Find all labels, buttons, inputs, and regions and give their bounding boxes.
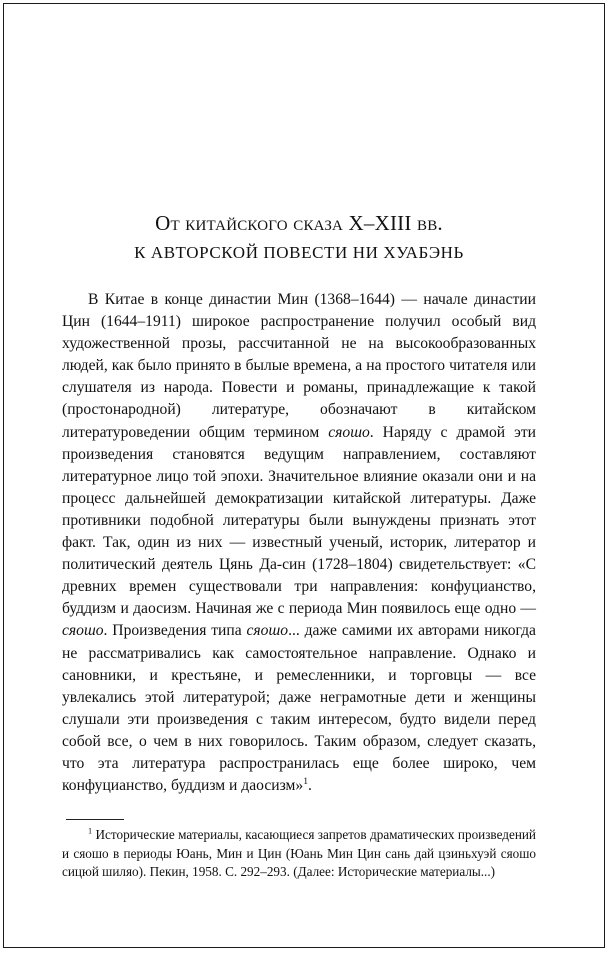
body-paragraph bbox=[62, 289, 536, 797]
footnote-marker: 1 bbox=[88, 826, 93, 836]
body-text-part-4: ... даже самими их авторами никогда не рассматривались как самостоятельное направление. Однако и сановники, и крестьяне, и ремесленники, и торговцы — все увлекались этой литературой; даже неграмотные дети и женщины слушали эти произведения с таким интересом, будто видели перед собой все, о чем в них говорилось. Таким образом, следует сказать, что эта литература распространилась еще более широко, чем конфуцианство, буддизм и даосизм» bbox=[62, 622, 536, 795]
chapter-title-line-1: От китайского сказа X–XIII вв. bbox=[155, 211, 443, 235]
footnote-text: Исторические материалы, касающиеся запретов драматических произведений и сяошо в периоды Юань, Мин и Цин (Юань Мин Цин сань дай цзиньхуэй сяошо сицюй шиляо). Пекин, 1958. С. 292–293. (Далее: Исторические материалы...) bbox=[62, 827, 536, 879]
italic-term: сяошо bbox=[62, 622, 104, 640]
footnote-reference: 1 bbox=[303, 775, 309, 787]
chapter-title bbox=[62, 210, 536, 266]
footnote bbox=[62, 826, 536, 881]
body-text-part-3: . Произведения типа bbox=[103, 622, 247, 640]
page-content bbox=[62, 210, 536, 881]
italic-term: сяошо bbox=[246, 622, 289, 640]
chapter-title-line-2: К АВТОРСКОЙ ПОВЕСТИ НИ ХУАБЭНЬ bbox=[134, 243, 464, 262]
body-text-part-5: . bbox=[308, 777, 312, 795]
body-text-part-2: . Наряду с драмой эти произведения становятся ведущим направлением, составляют литературное лицо той эпохи. Значительное влияние оказали они и на процесс дальнейшей демократизации китайской литературы. Даже противники подобной литературы были вынуждены признать этот факт. Так, один из них — известный ученый, историк, литератор и политический деятель Цянь Да-син (1728–1804) свидетельствует: «С древних времен существовали три направления: конфуцианство, буддизм и даосизм. Начиная же с периода Мин появилось еще одно — bbox=[62, 423, 536, 618]
body-text-part-1: В Китае в конце династии Мин (1368–1644) — начале династии Цин (1644–1911) широкое распространение получил особый вид художественной прозы, рассчитанной не на высокообразованных людей, как было принято в былые времена, а на простого читателя или слушателя из народа. Повести и романы, принадлежащие к такой (простонародной) литературе, обозначают в китайском литературоведении общим термином bbox=[62, 291, 536, 441]
italic-term: сяошо bbox=[328, 423, 370, 441]
footnote-divider bbox=[66, 819, 124, 820]
